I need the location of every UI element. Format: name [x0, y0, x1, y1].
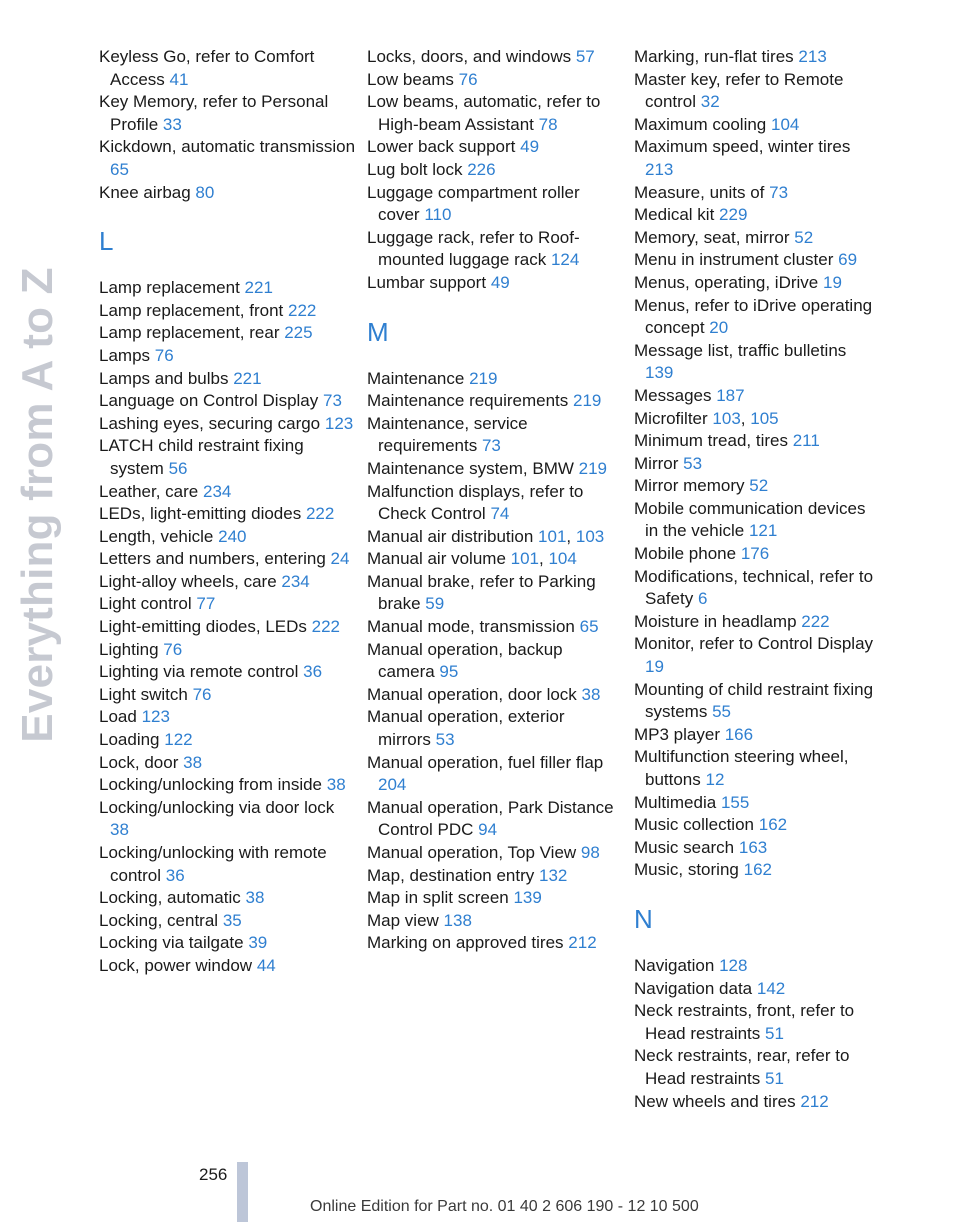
page-link[interactable]: 36 — [165, 865, 185, 885]
index-entry-text: Manual operation, exterior mirrors — [367, 707, 565, 750]
index-entry-text: Knee airbag — [99, 182, 191, 202]
index-entry — [634, 204, 879, 227]
page-link[interactable]: 229 — [719, 205, 748, 225]
page-link[interactable]: 139 — [645, 363, 674, 383]
page-link[interactable]: 234 — [202, 481, 232, 501]
page-link[interactable]: 213 — [645, 159, 674, 179]
index-entry — [99, 774, 357, 797]
page-link[interactable]: 55 — [712, 702, 731, 722]
index-entry — [99, 752, 357, 775]
index-entry — [99, 368, 357, 391]
page-link[interactable]: 35 — [222, 910, 242, 930]
page-link[interactable]: 226 — [467, 159, 496, 179]
index-entry-text: Master key, refer to Remote control — [634, 69, 844, 112]
index-entry — [99, 571, 357, 594]
index-entry-text: Marking on approved tires — [367, 933, 564, 953]
index-entry-text: Multifunction steering wheel, buttons — [634, 747, 849, 789]
index-entry-text: LATCH child restraint fixing system — [99, 436, 304, 478]
page-link[interactable]: 212 — [800, 1091, 829, 1111]
page-link[interactable]: 211 — [792, 431, 820, 451]
index-entry — [367, 458, 617, 481]
index-entry — [634, 475, 879, 498]
page-link[interactable]: 98 — [580, 843, 600, 862]
page-link[interactable]: 76 — [192, 684, 212, 704]
index-entry — [99, 932, 357, 955]
index-entry-text: Maintenance, service requirements — [367, 413, 528, 456]
page-link[interactable]: 24 — [330, 549, 350, 569]
index-entry-text: Low beams, automatic, refer to High-beam Assistant — [367, 92, 601, 134]
page-link[interactable]: 33 — [162, 114, 182, 134]
page-link[interactable]: 44 — [256, 955, 276, 975]
index-entry — [634, 498, 879, 543]
page-link[interactable]: 12 — [705, 770, 725, 789]
page-link[interactable]: 52 — [794, 227, 814, 247]
index-entry-text: Manual air distribution — [367, 526, 534, 546]
footer-text: Online Edition for Part no. 01 40 2 606 190 - 12 10 500 — [310, 1198, 699, 1215]
index-entry-text: Lock, power window — [99, 955, 253, 975]
index-entry-text: Marking, run-flat tires — [634, 47, 794, 66]
index-entry-text: Lumbar support — [367, 272, 487, 292]
index-column-3 — [634, 46, 879, 1113]
index-entry — [367, 932, 617, 955]
index-entry — [367, 616, 617, 639]
page-link[interactable]: 51 — [765, 1068, 784, 1088]
page-link[interactable]: 103 — [575, 526, 605, 546]
index-entry — [367, 684, 617, 707]
index-entry-text: Load — [99, 707, 137, 727]
index-entry-text: Light switch — [99, 684, 188, 704]
index-entry — [634, 746, 879, 791]
index-entry-text: Luggage rack, refer to Roof-mounted luggage rack — [367, 227, 580, 270]
page-link[interactable]: 76 — [154, 345, 174, 365]
index-entry-text: Key Memory, refer to Personal Profile — [99, 92, 329, 134]
index-entry — [634, 295, 879, 340]
index-entry-text: Mobile communication devices in the vehicle — [634, 498, 866, 541]
index-entry — [634, 430, 879, 453]
index-entry-text: Menus, refer to iDrive operating concept — [634, 295, 873, 338]
index-entry-text: Locking, automatic — [99, 888, 241, 908]
index-entry — [634, 814, 879, 837]
index-entry — [634, 955, 879, 978]
page-link[interactable]: 38 — [326, 775, 346, 795]
index-entry-text: Mirror memory — [634, 476, 745, 496]
index-entry-text: Manual operation, backup camera — [367, 639, 563, 682]
index-entry: Manual air distribution 101, 103 — [367, 526, 605, 546]
index-entry-text: Music, storing — [634, 860, 739, 880]
index-letter-heading: L — [99, 226, 114, 257]
page-link[interactable]: 38 — [183, 752, 203, 772]
index-entry — [367, 69, 617, 92]
index-entry — [99, 526, 357, 549]
index-entry — [367, 706, 617, 751]
page-link[interactable]: 222 — [305, 504, 335, 524]
index-letter-heading: M — [367, 316, 389, 347]
index-entry — [99, 503, 357, 526]
index-entry — [99, 616, 357, 639]
index-entry — [367, 368, 617, 391]
index-entry — [634, 227, 879, 250]
page-link[interactable]: 101 — [538, 526, 567, 546]
index-entry — [367, 272, 617, 295]
page-link[interactable]: 222 — [288, 300, 317, 320]
page-link[interactable]: 49 — [490, 272, 510, 292]
page-link[interactable]: 234 — [281, 571, 310, 591]
index-entry: Manual air volume 101, 104 — [367, 549, 577, 569]
page-link[interactable]: 104 — [548, 549, 577, 569]
index-entry — [634, 1045, 879, 1090]
index-entry-text: Maintenance — [367, 368, 465, 388]
index-entry — [99, 322, 357, 345]
index-entry-text: Kickdown, automatic transmission — [99, 137, 356, 157]
index-entry-text: MP3 player — [634, 724, 720, 744]
index-entry-text: Menus, operating, iDrive — [634, 272, 819, 292]
index-entry-text: Lamps — [99, 345, 151, 365]
index-entry — [367, 159, 617, 182]
index-entry-text: Lamps and bulbs — [99, 368, 229, 388]
index-entry — [99, 910, 357, 933]
index-entry-text: Navigation — [634, 955, 715, 975]
index-entry-text: Neck restraints, rear, refer to Head restraints — [634, 1046, 850, 1088]
index-entry-text: Map view — [367, 910, 439, 930]
index-entry-text: Leather, care — [99, 481, 199, 501]
index-entry-text: Neck restraints, front, refer to Head restraints — [634, 1001, 855, 1043]
index-entry-text: Mirror — [634, 453, 679, 473]
page-link[interactable]: 240 — [218, 526, 247, 546]
index-entry-text: Lock, door — [99, 752, 179, 772]
page-link[interactable]: 212 — [568, 933, 597, 953]
index-entry-text: Locking/unlocking with remote control — [99, 843, 327, 885]
index-entry — [99, 548, 357, 571]
page-link[interactable]: 76 — [458, 69, 478, 89]
index-entry-text: Manual operation, door lock — [367, 684, 577, 704]
index-entry-text: Luggage compartment roller cover — [367, 182, 580, 225]
page-link[interactable]: 122 — [164, 730, 193, 750]
index-entry-text: Memory, seat, mirror — [634, 227, 790, 247]
page-link[interactable]: 176 — [740, 544, 770, 564]
index-entry-text: Low beams — [367, 69, 454, 89]
index-entry — [99, 729, 357, 752]
page-link[interactable]: 53 — [435, 730, 455, 750]
index-entry — [634, 859, 879, 882]
page-link[interactable]: 52 — [749, 476, 769, 496]
page-link[interactable]: 32 — [700, 92, 720, 112]
index-entry-text: Lighting via remote control — [99, 662, 299, 682]
index-entry-text: Maintenance requirements — [367, 391, 569, 411]
index-entry-text: Manual operation, Park Distance Control PDC — [367, 797, 614, 840]
index-entry-text: Malfunction displays, refer to Check Control — [367, 481, 584, 524]
index-entry — [367, 46, 617, 69]
index-entry — [99, 955, 357, 978]
index-entry — [99, 277, 357, 300]
index-entry — [634, 792, 879, 815]
index-entry — [634, 272, 879, 295]
index-entry-text: Locks, doors, and windows — [367, 47, 572, 66]
index-entry — [367, 91, 617, 136]
index-entry-text: Monitor, refer to Control Display — [634, 634, 874, 654]
page-link[interactable]: 166 — [724, 724, 754, 744]
index-entry — [99, 46, 357, 91]
page-link[interactable]: 139 — [513, 888, 542, 908]
index-entry-text: Manual operation, Top View — [367, 843, 577, 862]
page-link[interactable]: 56 — [168, 458, 188, 478]
index-entry-text: Menu in instrument cluster — [634, 250, 834, 270]
index-entry-text: Lower back support — [367, 137, 516, 157]
page-link[interactable]: 65 — [579, 617, 599, 637]
index-entry-text: Measure, units of — [634, 182, 765, 202]
index-entry — [99, 481, 357, 504]
index-entry-text: Locking via tailgate — [99, 933, 244, 953]
page-link[interactable]: 221 — [244, 278, 273, 298]
page-link[interactable]: 142 — [756, 978, 786, 998]
index-entry — [99, 684, 357, 707]
page-link[interactable]: 49 — [520, 137, 540, 157]
index-entry — [367, 910, 617, 933]
page-link[interactable]: 76 — [163, 639, 183, 659]
page-link[interactable]: 69 — [838, 250, 858, 270]
index-entry-text: Language on Control Display — [99, 391, 319, 411]
page-link[interactable]: 163 — [738, 837, 768, 857]
index-entry — [367, 227, 617, 272]
index-entry-text: Messages — [634, 385, 712, 405]
index-entry — [367, 136, 617, 159]
index-entry — [634, 46, 879, 69]
index-entry — [99, 593, 357, 616]
page-link[interactable]: 57 — [575, 47, 595, 66]
page-link[interactable]: 38 — [581, 684, 601, 704]
index-entry-text: Maximum speed, winter tires — [634, 137, 851, 157]
index-entry — [634, 453, 879, 476]
index-entry-text: Mobile phone — [634, 544, 737, 564]
index-entry — [634, 543, 879, 566]
index-entry — [367, 842, 617, 865]
index-entry — [367, 797, 617, 842]
page-link[interactable]: 110 — [424, 205, 452, 225]
index-entry — [634, 679, 879, 724]
page-link[interactable]: 128 — [719, 955, 748, 975]
index-entry — [634, 182, 879, 205]
index-column-1 — [99, 46, 357, 978]
page-link[interactable]: 162 — [743, 860, 772, 880]
index-entry-text: Mounting of child restraint fixing systems — [634, 679, 874, 722]
page-link[interactable]: 39 — [248, 933, 268, 953]
index-entry — [367, 571, 617, 616]
page-link[interactable]: 77 — [196, 594, 216, 614]
index-entry-text: Music search — [634, 837, 735, 857]
index-entry-text: Lashing eyes, securing cargo — [99, 413, 321, 433]
page-link[interactable]: 222 — [801, 611, 830, 631]
page-link[interactable]: 74 — [490, 504, 510, 524]
index-entry-text: Keyless Go, refer to Comfort Access — [99, 47, 315, 89]
page-number: 256 — [199, 1165, 228, 1184]
index-entry-text: Length, vehicle — [99, 526, 214, 546]
index-entry-text: Maximum cooling — [634, 114, 767, 134]
index-entry-text: Message list, traffic bulletins — [634, 340, 847, 360]
index-entry — [367, 182, 617, 227]
index-entry — [99, 639, 357, 662]
page-link[interactable]: 53 — [683, 453, 703, 473]
page-link[interactable]: 6 — [697, 589, 708, 609]
page-link[interactable]: 36 — [303, 662, 323, 682]
index-entry — [634, 633, 879, 678]
index-entry — [367, 639, 617, 684]
index-entry-text: Loading — [99, 730, 160, 750]
index-entry — [367, 865, 617, 888]
index-entry-text: Lamp replacement, front — [99, 300, 284, 320]
index-column-2 — [367, 46, 617, 955]
side-title-text: Everything from A to Z — [13, 267, 62, 743]
index-entry-text: Letters and numbers, entering — [99, 549, 326, 569]
index-entry — [367, 413, 617, 458]
page-link[interactable]: 221 — [233, 368, 262, 388]
index-entry-text: Locking/unlocking from inside — [99, 775, 323, 795]
index-entry — [99, 842, 357, 887]
index-entry — [634, 114, 879, 137]
page-link[interactable]: 94 — [478, 820, 498, 840]
page-link[interactable]: 59 — [425, 594, 445, 614]
index-entry-text: Locking, central — [99, 910, 219, 930]
page-link[interactable]: 103 — [712, 408, 741, 428]
index-entry — [99, 91, 357, 136]
page-link[interactable]: 138 — [443, 910, 472, 930]
index-entry — [99, 797, 357, 842]
index-entry — [634, 340, 879, 385]
page-link[interactable]: 123 — [141, 707, 170, 727]
page-link[interactable]: 80 — [195, 182, 215, 202]
page-link[interactable]: 222 — [311, 617, 340, 637]
page-link[interactable]: 41 — [169, 69, 189, 89]
index-entry — [634, 978, 879, 1001]
index-entry-text: Light-emitting diodes, LEDs — [99, 617, 307, 637]
index-entry — [99, 661, 357, 684]
page-link[interactable]: 219 — [469, 368, 498, 388]
index-entry — [99, 887, 357, 910]
index-entry-text: Manual operation, fuel filler flap — [367, 752, 604, 772]
index-entry — [99, 300, 357, 323]
index-entry-text: Medical kit — [634, 205, 715, 225]
page-link[interactable]: 19 — [645, 657, 664, 677]
page-link[interactable]: 124 — [550, 250, 580, 270]
index-entry — [99, 345, 357, 368]
index-entry — [367, 390, 617, 413]
page-link[interactable]: 73 — [323, 391, 342, 411]
index-entry-text: Lamp replacement, rear — [99, 323, 280, 343]
index-entry — [367, 481, 617, 526]
page-link[interactable]: 123 — [324, 413, 354, 433]
page-link[interactable]: 219 — [573, 391, 602, 411]
page-link[interactable]: 73 — [481, 436, 501, 456]
index-entry — [99, 706, 357, 729]
footer-bar — [237, 1162, 248, 1222]
page-link[interactable]: 155 — [720, 792, 750, 812]
index-entry-text: Map, destination entry — [367, 865, 535, 885]
page-link[interactable]: 105 — [750, 408, 779, 428]
index-entry — [634, 136, 879, 181]
index-entry-text: Modifications, technical, refer to Safety — [634, 566, 874, 609]
page-link[interactable]: 78 — [538, 114, 558, 134]
index-entry — [634, 385, 879, 408]
index-entry — [634, 611, 879, 634]
page-link[interactable]: 213 — [798, 47, 827, 66]
index-entry-text: Microfilter — [634, 408, 708, 428]
index-entry — [99, 390, 357, 413]
index-entry-text: Locking/unlocking via door lock — [99, 797, 335, 817]
page-link[interactable]: 38 — [245, 888, 265, 908]
index-entry-text: Maintenance system, BMW — [367, 458, 574, 478]
index-entry-text: LEDs, light-emitting diodes — [99, 504, 302, 524]
index-entry-text: Light control — [99, 594, 192, 614]
index-entry — [634, 69, 879, 114]
index-entry: Microfilter 103, 105 — [634, 408, 779, 428]
index-entry-text: Navigation data — [634, 978, 753, 998]
side-title — [0, 0, 70, 1000]
index-entry-text: Multimedia — [634, 792, 717, 812]
index-entry-text: Light-alloy wheels, care — [99, 571, 277, 591]
index-entry-text: Moisture in headlamp — [634, 611, 797, 631]
index-entry-text: Lug bolt lock — [367, 159, 463, 179]
page-link[interactable]: 219 — [578, 458, 608, 478]
page-link[interactable]: 19 — [823, 272, 842, 292]
index-entry — [634, 1000, 879, 1045]
page-link[interactable]: 104 — [771, 114, 800, 134]
index-letter-heading: N — [634, 903, 653, 934]
index-entry-text: Lamp replacement — [99, 278, 240, 298]
page-link[interactable]: 101 — [510, 549, 540, 569]
page-link[interactable]: 225 — [284, 323, 313, 343]
index-entry — [634, 837, 879, 860]
index-entry — [634, 249, 879, 272]
page-link[interactable]: 187 — [716, 385, 745, 405]
index-entry-text: Manual mode, transmission — [367, 617, 575, 637]
index-entry — [634, 1091, 879, 1114]
index-entry-text: New wheels and tires — [634, 1091, 796, 1111]
index-entry — [99, 136, 357, 181]
page-link[interactable]: 162 — [758, 815, 788, 835]
page-link[interactable]: 204 — [378, 775, 407, 795]
index-entry — [367, 887, 617, 910]
index-entry — [99, 182, 357, 205]
index-entry — [634, 724, 879, 747]
index-entry — [99, 435, 357, 480]
page-link[interactable]: 73 — [769, 182, 789, 202]
page-link[interactable]: 65 — [110, 159, 129, 179]
index-entry — [634, 566, 879, 611]
page-link[interactable]: 38 — [110, 820, 129, 840]
index-entry — [99, 413, 357, 436]
index-entry-text: Minimum tread, tires — [634, 431, 788, 451]
index-entry — [367, 752, 617, 797]
page-link[interactable]: 51 — [765, 1023, 784, 1043]
page-link[interactable]: 121 — [748, 521, 778, 541]
index-entry-text: Manual brake, refer to Parking brake — [367, 571, 596, 614]
page-link[interactable]: 132 — [539, 865, 568, 885]
page-link[interactable]: 95 — [439, 662, 459, 682]
index-entry-text: Lighting — [99, 639, 159, 659]
index-entry-text: Music collection — [634, 815, 754, 835]
index-entry-text: Manual air volume — [367, 549, 506, 569]
index-entry-text: Map in split screen — [367, 888, 509, 908]
page-link[interactable]: 20 — [709, 318, 729, 338]
